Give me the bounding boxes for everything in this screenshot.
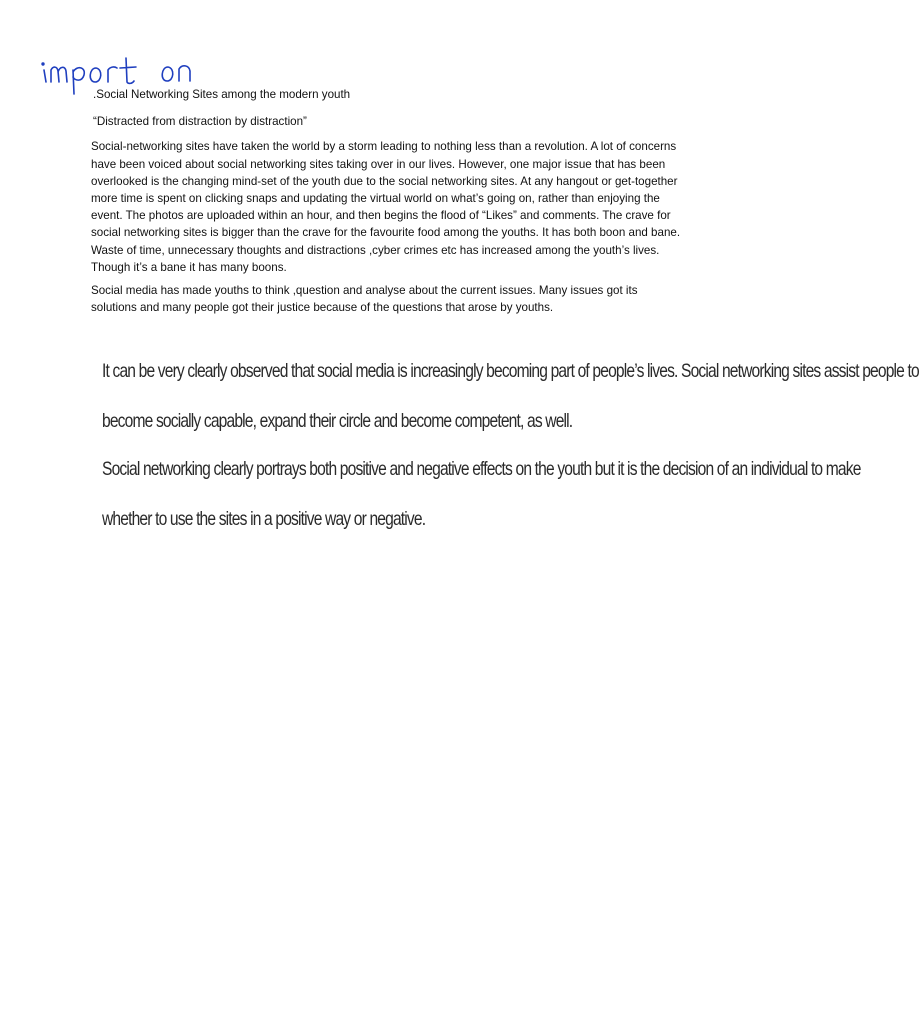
paragraph-2: Social media has made youths to think ,question and analyse about the current issues. Many issues got its solutions and many people got their justice because of the questions that arose by youths. bbox=[91, 284, 638, 315]
pasted-text-image bbox=[96, 350, 919, 538]
pasted-line-3: Social networking clearly portrays both positive and negative effects on the youth but it is the decision of an individual to make bbox=[102, 458, 861, 480]
pasted-line-1: It can be very clearly observed that social media is increasingly becoming part of people’s lives. Social networking sites assist people to bbox=[102, 360, 919, 382]
document-body bbox=[91, 86, 681, 322]
document-heading: .Social Networking Sites among the modern youth bbox=[93, 88, 351, 101]
document-quote: “Distracted from distraction by distraction” bbox=[93, 115, 307, 129]
pasted-line-2: become socially capable, expand their circle and become competent, as well. bbox=[102, 410, 573, 432]
pasted-line-4: whether to use the sites in a positive way or negative. bbox=[102, 508, 426, 530]
paragraph-1: Social-networking sites have taken the world by a storm leading to nothing less than a revolution. A lot of concerns have been voiced about social networking sites taking over in our lives. However, one major issue that has been overlooked is the changing mind-set of the youth due to the social networking sites. At any hangout or get-together more time is spent on clicking snaps and updating the virtual world on what’s going on, rather than enjoying the event. The photos are uploaded within an hour, and then begins the flood of “Likes” and comments. The crave for social networking sites is bigger than the crave for the favourite food among the youths. It has both boon and bane. Waste of time, unnecessary thoughts and distractions ,cyber crimes etc has increased among the youth’s lives. Though it’s a bane it has many boons. bbox=[91, 140, 681, 274]
